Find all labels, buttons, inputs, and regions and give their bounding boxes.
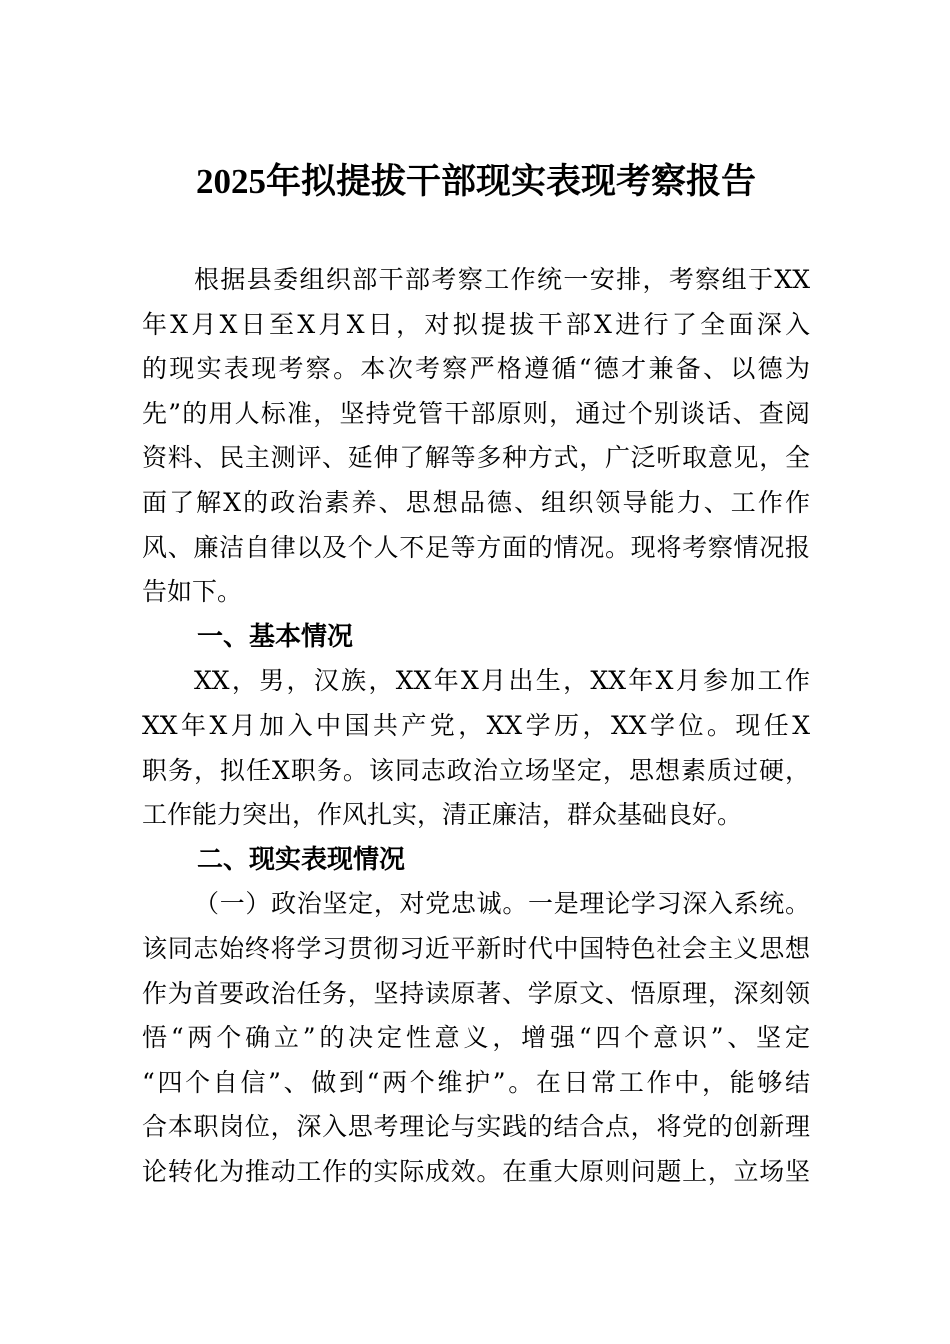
text-line: 先”的用人标准，坚持党管干部原则，通过个别谈话、查阅	[142, 398, 810, 428]
text-line: 该同志始终将学习贯彻习近平新时代中国特色社会主义思想	[142, 933, 810, 963]
paragraph-intro	[142, 258, 810, 615]
text-line: 面了解X的政治素养、思想品德、组织领导能力、工作作	[142, 487, 810, 517]
text-line: 作为首要政治任务，坚持读原著、学原文、悟原理，深刻领	[142, 978, 810, 1008]
text-line: 论转化为推动工作的实际成效。在重大原则问题上，立场坚	[142, 1156, 810, 1186]
text-line: XX，男，汉族，XX年X月出生，XX年X月参加工作	[194, 666, 810, 696]
paragraph-performance	[142, 882, 810, 1194]
text-line: 风、廉洁自律以及个人不足等方面的情况。现将考察情况报	[142, 532, 810, 562]
text-line: 的现实表现考察。本次考察严格遵循“德才兼备、以德为	[142, 354, 810, 384]
document-body	[142, 258, 810, 1194]
text-line: 工作能力突出，作风扎实，清正廉洁，群众基础良好。	[142, 800, 743, 830]
text-line: 根据县委组织部干部考察工作统一安排，考察组于XX	[194, 265, 810, 294]
text-line: 资料、民主测评、延伸了解等多种方式，广泛听取意见，全	[142, 443, 810, 473]
text-line: （一）政治坚定，对党忠诚。一是理论学习深入系统。	[194, 889, 810, 919]
section-heading-basic-info: 一、基本情况	[197, 621, 354, 652]
document-title: 2025年拟提拔干部现实表现考察报告	[195, 162, 756, 201]
text-line: “四个自信”、做到“两个维护”。在日常工作中，能够结	[142, 1067, 810, 1097]
text-line: XX年X月加入中国共产党，XX学历，XX学位。现任X	[142, 710, 810, 740]
text-line: 悟“两个确立”的决定性意义，增强“四个意识”、坚定	[142, 1023, 810, 1053]
text-line: 告如下。	[142, 577, 243, 607]
text-line: 合本职岗位，深入思考理论与实践的结合点，将党的创新理	[142, 1112, 810, 1142]
document-content	[142, 0, 810, 1194]
text-line: 职务，拟任X职务。该同志政治立场坚定，思想素质过硬，	[142, 755, 810, 785]
text-line: 年X月X日至X月X日，对拟提拔干部X进行了全面深入	[142, 309, 810, 339]
section-heading-performance: 二、现实表现情况	[197, 844, 406, 875]
paragraph-basic-info	[142, 659, 810, 837]
